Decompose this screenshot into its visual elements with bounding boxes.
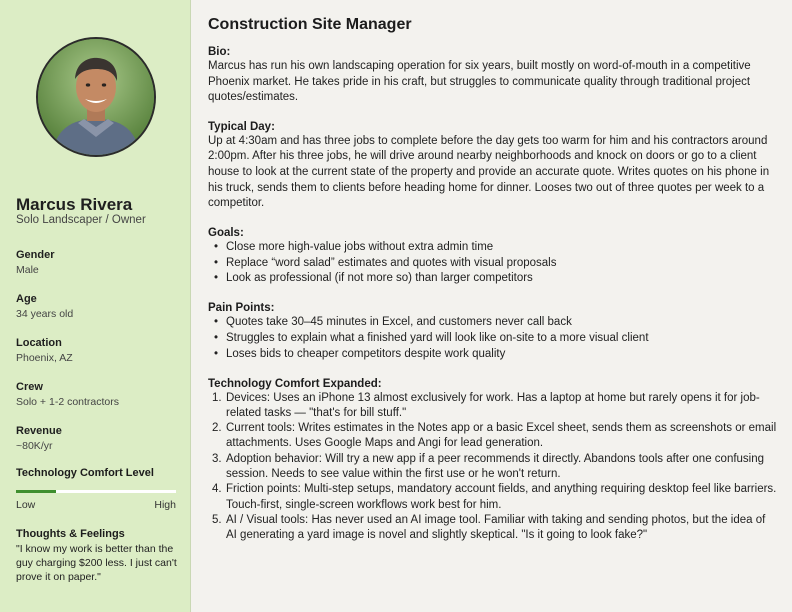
persona-main bbox=[191, 0, 792, 612]
field-age bbox=[16, 292, 176, 322]
list-item bbox=[208, 391, 778, 422]
field-location bbox=[16, 336, 176, 366]
bio-section bbox=[208, 45, 778, 106]
scale-low-label: Low bbox=[16, 499, 36, 511]
list-number: 1. bbox=[212, 391, 222, 404]
bio-heading: Bio: bbox=[208, 46, 231, 58]
list-number: 3. bbox=[212, 452, 222, 465]
field-value: Male bbox=[16, 264, 39, 276]
field-label: Age bbox=[16, 293, 37, 305]
avatar bbox=[36, 37, 156, 157]
field-crew bbox=[16, 380, 176, 410]
tech-comfort-label: Technology Comfort Level bbox=[16, 467, 154, 479]
goals-heading: Goals: bbox=[208, 226, 244, 239]
tech-expanded-heading: Technology Comfort Expanded: bbox=[208, 377, 382, 390]
list-number: 4. bbox=[212, 483, 222, 496]
profile-sidebar bbox=[0, 0, 191, 612]
tech-comfort-scale bbox=[16, 499, 176, 511]
list-item: • Quotes take 30–45 minutes in Excel, and customers never call back bbox=[208, 315, 778, 331]
pain-points-section bbox=[208, 301, 778, 362]
persona-details bbox=[16, 248, 176, 468]
typical-day-section bbox=[208, 120, 778, 212]
avatar-portrait bbox=[38, 39, 154, 155]
list-item: • Struggles to explain what a finished yard will look like on-site to a more visual client bbox=[208, 331, 778, 347]
field-revenue bbox=[16, 424, 176, 454]
typical-day-text: Up at 4:30am and has three jobs to complete before the day gets too warm for him and his contractors around 2:00pm. After his three jobs, he will drive around nearby neighborhoods and knock on doors or go to a client house to look at the current state of the property and provide an accurate quote. Writes quotes on his phone in his truck, sends them to clients before heading home for dinner. Looses two out of three quotes per week to a competitor. bbox=[208, 134, 770, 210]
list-item-text: Current tools: Writes estimates in the Notes app or a basic Excel sheet, sends them as screenshots or email attachments. Uses Google Maps and Angi for lead generation. bbox=[226, 422, 777, 450]
pain-points-list bbox=[208, 315, 778, 362]
goals-list bbox=[208, 240, 778, 287]
list-number: 5. bbox=[212, 513, 222, 526]
pain-points-heading: Pain Points: bbox=[208, 302, 275, 315]
list-item: • Close more high-value jobs without extra admin time bbox=[208, 240, 778, 256]
list-item bbox=[208, 421, 778, 452]
list-number: 2. bbox=[212, 422, 222, 435]
list-item bbox=[208, 452, 778, 483]
tech-expanded-list bbox=[208, 391, 778, 544]
persona-role: Solo Landscaper / Owner bbox=[16, 214, 146, 226]
goals-section bbox=[208, 226, 778, 287]
field-label: Revenue bbox=[16, 425, 62, 437]
list-item: • Replace “word salad” estimates and quotes with visual proposals bbox=[208, 256, 778, 272]
typical-day-heading: Typical Day: bbox=[208, 120, 275, 133]
persona-name: Marcus Rivera bbox=[16, 195, 133, 214]
page-title: Construction Site Manager bbox=[208, 16, 412, 33]
thoughts-label: Thoughts & Feelings bbox=[16, 528, 125, 540]
list-item bbox=[208, 482, 778, 513]
field-value: Phoenix, AZ bbox=[16, 352, 73, 364]
list-item-text: Devices: Uses an iPhone 13 almost exclusively for work. Has a laptop at home but rarely opens it for job-related tasks — "that's for bill stuff." bbox=[226, 391, 760, 419]
field-label: Crew bbox=[16, 381, 43, 393]
field-value: ~80K/yr bbox=[16, 440, 53, 452]
tech-comfort-meter bbox=[16, 466, 176, 511]
thoughts-feelings bbox=[16, 527, 181, 584]
field-value: Solo + 1-2 contractors bbox=[16, 396, 120, 408]
list-item bbox=[208, 513, 778, 544]
tech-comfort-track bbox=[16, 490, 176, 493]
field-gender bbox=[16, 248, 176, 278]
scale-high-label: High bbox=[154, 499, 176, 511]
field-label: Gender bbox=[16, 249, 55, 261]
list-item: • Look as professional (if not more so) than larger competitors bbox=[208, 271, 778, 287]
bio-text: Marcus has run his own landscaping operation for six years, built mostly on word-of-mouth in a competitive Phoenix market. He takes pride in his craft, but struggles to communicate quality through traditional project quotes/estimates. bbox=[208, 60, 751, 104]
tech-comfort-fill bbox=[16, 490, 56, 493]
list-item-text: Adoption behavior: Will try a new app if a peer recommends it directly. Abandons tools after one confusing session. Needs to see value within the first use or he won't return. bbox=[226, 452, 765, 481]
tech-expanded-section bbox=[208, 377, 778, 544]
list-item: • Loses bids to cheaper competitors despite work quality bbox=[208, 347, 778, 363]
field-label: Location bbox=[16, 337, 62, 349]
list-item-text: Friction points: Multi-step setups, mandatory account fields, and anything requiring desktop feel like barriers. Touch-first, single-screen workflows work best for him. bbox=[226, 483, 777, 511]
list-item-text: AI / Visual tools: Has never used an AI image tool. Familiar with taking and sending photos, but the idea of AI generating a yard image is novel and slightly skeptical. "Is it going to look fake?" bbox=[226, 513, 766, 542]
thoughts-quote: "I know my work is better than the guy charging $200 less. I just can't prove it on paper." bbox=[16, 543, 177, 583]
field-value: 34 years old bbox=[16, 308, 74, 320]
